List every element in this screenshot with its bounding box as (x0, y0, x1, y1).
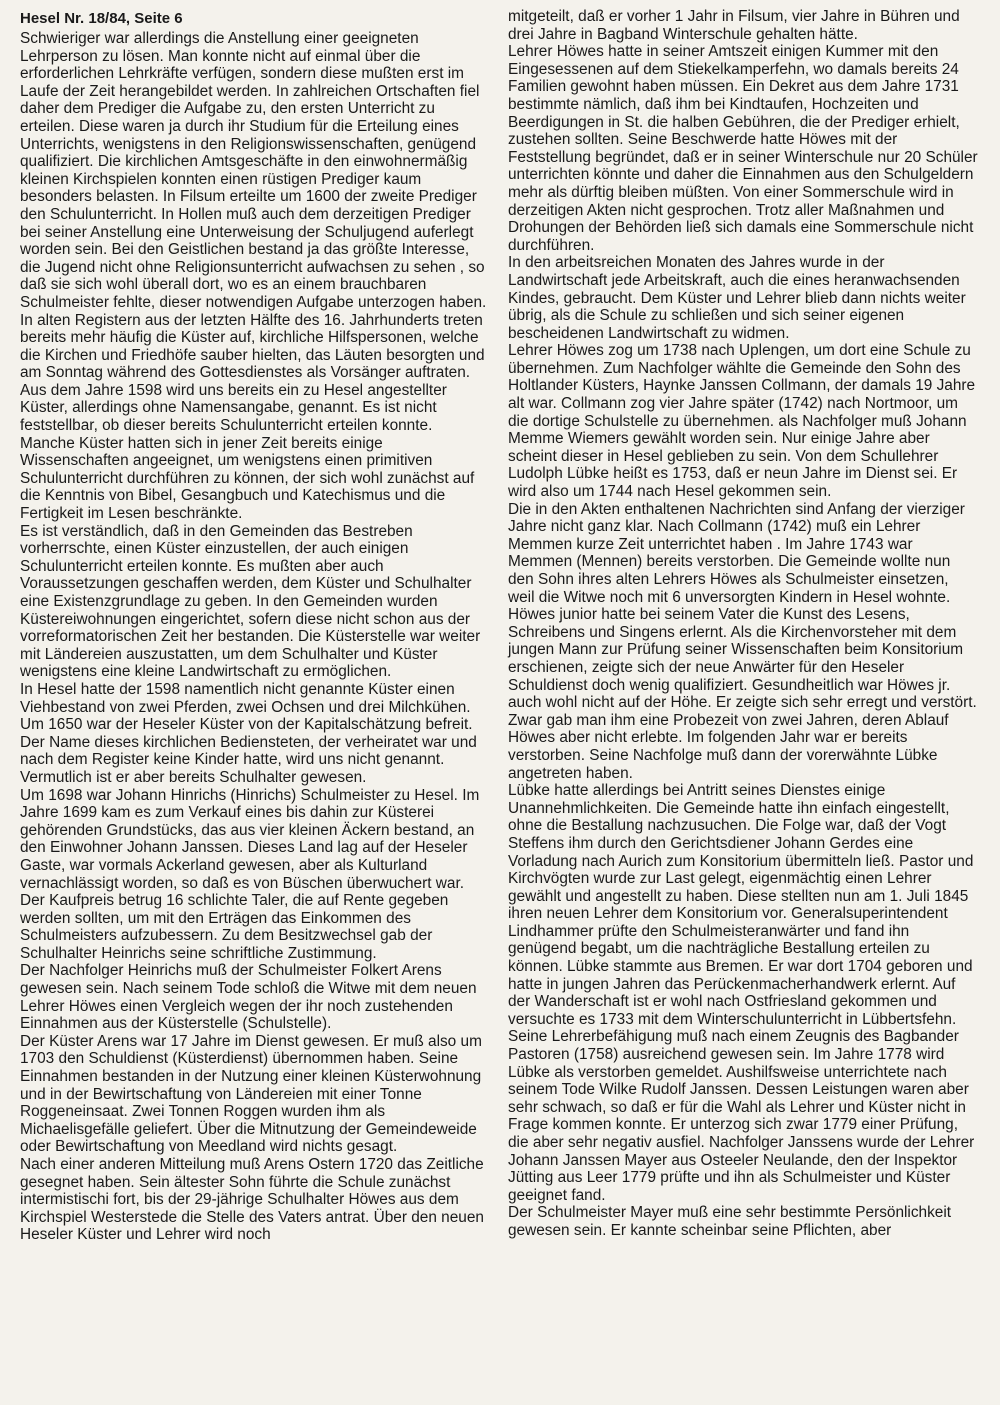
paragraph: Der Schulmeister Mayer muß eine sehr bestimmte Persönlichkeit gewesen sein. Er kannte scheinbar seine Pflichten, aber (508, 1204, 952, 1239)
left-column (20, 30, 490, 1244)
paragraph: Um 1698 war Johann Hinrichs (Hinrichs) Schulmeister zu Hesel. Im Jahre 1699 kam es zum Verkauf eines bis dahin zur Küsterei gehörenden Grundstücks, das aus vier kleinen Äckern bestand, an den Einwohner Johann Janssen. Dieses Land lag auf der Heseler Gaste, war vormals Ackerland gewesen, aber als Kulturland vernachlässigt worden, so daß es von Büschen überwuchert war. Der Kaufpreis betrug 16 schlichte Taler, die auf Rente gegeben werden sollten, um mit den Erträgen das Einkommen des Schulmeisters aufzubessern. Zu dem Besitzwechsel gab der Schulhalter Heinrichs seine schriftliche Zustimmung. (20, 786, 480, 962)
paragraph: Lehrer Höwes hatte in seiner Amtszeit einigen Kummer mit den Eingesessenen auf dem Stiekelkamperfehn, wo damals bereits 24 Familien gewohnt haben müssen. Ein Dekret aus dem Jahre 1731 bestimmte nämlich, daß ihm bei Kindtaufen, Hochzeiten und Beerdigungen in St. die halben Gebühren, die der Prediger erhielt, zustehen sollten. Seine Beschwerde hatte Höwes mit der Feststellung begründet, daß er in seiner Winterschule nur 20 Schüler unterrichten könnte und daher die Einnahmen aus den Schulgeldern mehr als dürftig bleiben müßten. Von einer Sommerschule wird in derzeitigen Akten nicht gesprochen. Trotz aller Maßnahmen und Drohungen der Behörden ließ sich damals eine Sommerschule nicht durchführen. (508, 43, 978, 254)
paragraph: In den arbeitsreichen Monaten des Jahres wurde in der Landwirtschaft jede Arbeitskraft, auch die eines heranwachsenden Kindes, gebraucht. Dem Küster und Lehrer blieb dann nichts weiter übrig, als die Schule zu schließen und sich seiner eigenen bescheidenen Landwirtschaft zu widmen. (508, 254, 966, 342)
paragraph: Schwieriger war allerdings die Anstellung einer geeigneten Lehrperson zu lösen. Man konnte nicht auf einmal über die erforderlichen Lehrkräfte verfügen, sondern diese mußten erst im Laufe der Zeit herangebildet werden. In zahlreichen Ortschaften fiel daher dem Prediger die Aufgabe zu, den ersten Unterricht zu erteilen. Diese waren ja durch ihr Studium für die Erteilung eines Unterrichts, wenigstens in den Religionswissenschaften, genügend qualifiziert. Die kirchlichen Amtsgeschäfte in den einwohnermäßig kleinen Kirchspielen konnten einen rüstigen Prediger kaum besonders belasten. In Filsum erteilte um 1600 der zweite Prediger den Schulunterricht. In Hollen muß auch dem derzeitigen Prediger bei seiner Anstellung eine Unterweisung der Schuljugend auferlegt worden sein. Bei den Geistlichen bestand ja das größte Interesse, die Jugend nicht ohne Religionsunterricht aufwachsen zu sehen , so daß sie sich wohl überall dort, wo es an einem brauchbaren Schulmeister fehlte, dieser notwendigen Aufgabe unterzogen haben. (20, 30, 487, 311)
paragraph: Die in den Akten enthaltenen Nachrichten sind Anfang der vierziger Jahre nicht ganz klar. Nach Collmann (1742) muß ein Lehrer Memmen kurze Zeit unterrichtet haben . Im Jahre 1743 war Memmen (Mennen) bereits verstorben. Die Gemeinde wollte nun den Sohn ihres alten Lehrers Höwes als Schulmeister einsetzen, weil die Witwe noch mit 6 unversorgten Kindern in Hesel wohnte. Höwes junior hatte bei seinem Vater die Kunst des Lesens, Schreibens und Singens erlernt. Als die Kirchenvorsteher mit dem jungen Mann zur Prüfung seiner Wissenschaften beim Konsitorium erschienen, zeigte sich der neue Anwärter für den Heseler Schuldienst doch wenig qualifiziert. Gesundheitlich war Höwes jr. auch wohl nicht auf der Höhe. Er zeigte sich sehr erregt und verstört. Zwar gab man ihm eine Probezeit von zwei Jahren, deren Ablauf Höwes aber nicht erlebte. Im folgenden Jahr war er bereits verstorben. Seine Nachfolge muß dann der vorerwähnte Lübke angetreten haben. (508, 500, 977, 782)
paragraph: Um 1650 war der Heseler Küster von der Kapitalschätzung befreit. Der Name dieses kirchlichen Bediensteten, der verheiratet war und nach dem Register keine Kinder hatte, wird uns nicht genannt. Vermutlich ist er aber bereits Schulhalter gewesen. (20, 716, 477, 786)
paragraph: Es ist verständlich, daß in den Gemeinden das Bestreben vorherrschte, einen Küster einzustellen, der auch einigen Schulunterricht erteilen konnte. Es mußten aber auch Voraussetzungen geschaffen werden, dem Küster und Schulhalter eine Existenzgrundlage zu geben. In den Gemeinden wurden Küstereiwohnungen eingerichtet, sofern diese nicht schon aus der vorreformatorischen Zeit her bestanden. Die Küsterstelle war weiter mit Ländereien auszustatten, um dem Schulhalter und Küster wenigstens eine kleine Landwirtschaft zu ermöglichen. (20, 522, 481, 681)
paragraph: Der Küster Arens war 17 Jahre im Dienst gewesen. Er muß also um 1703 den Schuldienst (Küsterdienst) übernommen haben. Seine Einnahmen bestanden in der Nutzung einer kleinen Küsterwohnung und in der Bewirtschaftung von Ländereien mit einer Tonne Roggeneinsaat. Zwei Tonnen Roggen wurden ihm als Michaelisgefälle geliefert. Über die Mitnutzung der Gemeindeweide oder Bewirtschaftung von Meedland wird nichts gesagt. (20, 1032, 482, 1156)
paragraph: Lehrer Höwes zog um 1738 nach Uplengen, um dort eine Schule zu übernehmen. Zum Nachfolger wählte die Gemeinde den Sohn des Holtlander Küsters, Haynke Janssen Collmann, der damals 19 Jahre alt war. Collmann zog vier Jahre später (1742) nach Nortmoor, um die dortige Schulstelle zu übernehmen. als Nachfolger muß Johann Memme Wiemers gewählt worden sein. Nur einige Jahre aber scheint dieser in Hesel geblieben zu sein. Von dem Schullehrer Ludolph Lübke heißt es 1753, daß er neun Jahre im Dienst sei. Er wird also um 1744 nach Hesel gekommen sein. (508, 342, 976, 501)
paragraph: Der Nachfolger Heinrichs muß der Schulmeister Folkert Arens gewesen sein. Nach seinem Tode schloß die Witwe mit dem neuen Lehrer Höwes einen Vergleich wegen der ihr noch zustehenden Einnahmen aus der Küsterstelle (Schulstelle). (20, 962, 477, 1033)
page-header: Hesel Nr. 18/84, Seite 6 (20, 10, 183, 27)
paragraph: Lübke hatte allerdings bei Antritt seines Dienstes einige Unannehmlichkeiten. Die Gemeinde hatte ihn einfach eingestellt, ohne die Bestallung nachzusuchen. Die Folge war, daß der Vogt Steffens ihm durch den Gerichtsdiener Johann Gerdes eine Vorladung nach Aurich zum Konsitorium übermitteln ließ. Pastor und Kirchvögten wurde zur Last gelegt, eigenmächtig einen Lehrer gewählt und angestellt zu haben. Diese stellten nun am 1. Juli 1845 ihren neuen Lehrer dem Konsitorium vor. Generalsuperintendent Lindhammer prüfte den Schulmeisteranwärter und fand ihn genügend begabt, um die nachträgliche Bestallung erteilen zu können. Lübke stammte aus Bremen. Er war dort 1704 geboren und hatte in jungen Jahren das Perückenmacherhandwerk erlernt. Auf der Wanderschaft ist er wohl nach Ostfriesland gekommen und versuchte es 1733 mit dem Winterschulunterricht in Lübbertsfehn. Seine Lehrerbefähigung muß nach einem Zeugnis des Bagbander Pastoren (1758) ausreichend gewesen sein. Im Jahre 1778 wird Lübke als verstorben gemeldet. Aushilfsweise unterrichtete nach seinem Tode Wilke Rudolf Janssen. Dessen Leistungen waren aber sehr schwach, so daß er für die Wahl als Lehrer und Küster nicht in Frage kommen konnte. Er unterzog sich zwar 1779 einer Prüfung, die aber sehr negativ ausfiel. Nachfolger Janssens wurde der Lehrer Johann Janssen Mayer aus Osteeler Neulande, den der Inspektor Jütting aus Leer 1779 prüfte und ihn als Schulmeister und Küster geeignet fand. (508, 782, 975, 1204)
paragraph: In alten Registern aus der letzten Hälfte des 16. Jahrhunderts treten bereits mehr häufig die Küster auf, kirchliche Hilfspersonen, welche die Kirchen und Friedhöfe sauber hielten, das Läuten besorgten und am Sonntag während des Gottesdienstes als Vorsänger auftraten. Aus dem Jahre 1598 wird uns bereits ein zu Hesel angestellter Küster, allerdings ohne Namensangabe, genannt. Es ist nicht feststellbar, ob dieser bereits Schulunterricht erteilen konnte. Manche Küster hatten sich in jener Zeit bereits einige Wissenschaften angeeignet, um wenigstens einen primitiven Schulunterricht durchführen zu können, der sich wohl zunächst auf die Kenntnis von Bibel, Gesangbuch und Katechismus und die Fertigkeit im Lesen beschränkte. (20, 311, 485, 523)
paragraph: mitgeteilt, daß er vorher 1 Jahr in Filsum, vier Jahre in Bühren und drei Jahre in Bagband Winterschule gehalten hätte. (508, 8, 960, 43)
right-column (508, 8, 978, 1244)
paragraph: Nach einer anderen Mitteilung muß Arens Ostern 1720 das Zeitliche gesegnet haben. Sein ältester Sohn führte die Schule zunächst intermistischi fort, bis der 29-jährige Schulhalter Höwes aus dem Kirchspiel Westerstede die Stelle des Vaters antrat. Über den neuen Heseler Küster und Lehrer wird noch (20, 1156, 484, 1244)
paragraph: In Hesel hatte der 1598 namentlich nicht genannte Küster einen Viehbestand von zwei Pferden, zwei Ochsen und drei Milchkühen. (20, 680, 471, 716)
